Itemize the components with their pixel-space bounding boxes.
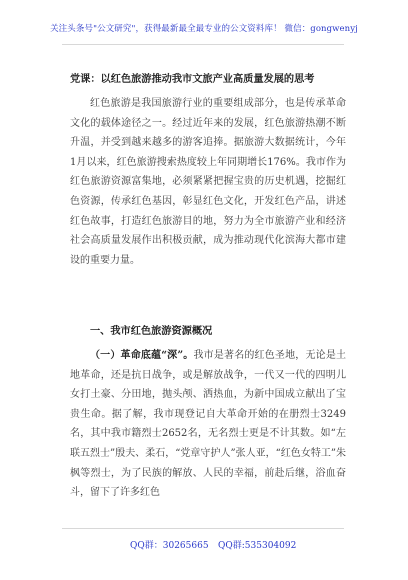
subsection-body: 我市是著名的红色圣地，无论是土地革命，还是抗日战争，或是解放战争，一代又一代的四明儿女打土豪、分田地，抛头颅、洒热血，为新中国成立献出了宝贵生命。据了解，我市现登记自大革命开始的在册烈士3249名，其中我市籍烈士2652名，无名烈士更是不计其数。如“左联五烈士”殷夫、柔石，“党章守护人”张人亚，“红色女特工”朱枫等烈士，为了民族的解放、人民的幸福，前赴后继，浴血奋斗，留下了许多红色 [70,350,346,499]
header-notice: 关注头条号"公文研究"，获得最新最全最专业的公文资料库！ 微信：gongwenyj [50,24,358,34]
subsection-lead: （一）革命底蕴“深”。 [90,350,194,361]
footer-qq-group-2: QQ群:535304092 [218,541,297,551]
footer-qq-group-1: QQ群：30265665 [130,541,209,551]
section-heading: 一、我市红色旅游资源概况 [90,325,213,337]
intro-paragraph: 红色旅游是我国旅游行业的重要组成部分，也是传承革命文化的载体途径之一。经过近年来的发展，红色旅游热潮不断升温，并受到越来越多的游客追捧。据旅游大数据统计，今年1月以来，红色旅游搜索热度较上年同期增长176%。我市作为红色旅游资源富集地，必须紧紧把握宝贵的历史机遇，挖掘红色资源，传承红色基因，彰显红色文化，开发红色产品，讲述红色故事，打造红色旅游目的地，努力为全市旅游产业和经济社会高质量发展作出积极贡献，成为推动现代化滨海大都市建设的重要力量。 [70,98,346,266]
footer-divider [62,528,344,529]
subsection-paragraph [70,346,346,503]
document-title: 党课：以红色旅游推动我市文旅产业高质量发展的思考 [70,73,315,85]
header-divider [62,44,344,45]
